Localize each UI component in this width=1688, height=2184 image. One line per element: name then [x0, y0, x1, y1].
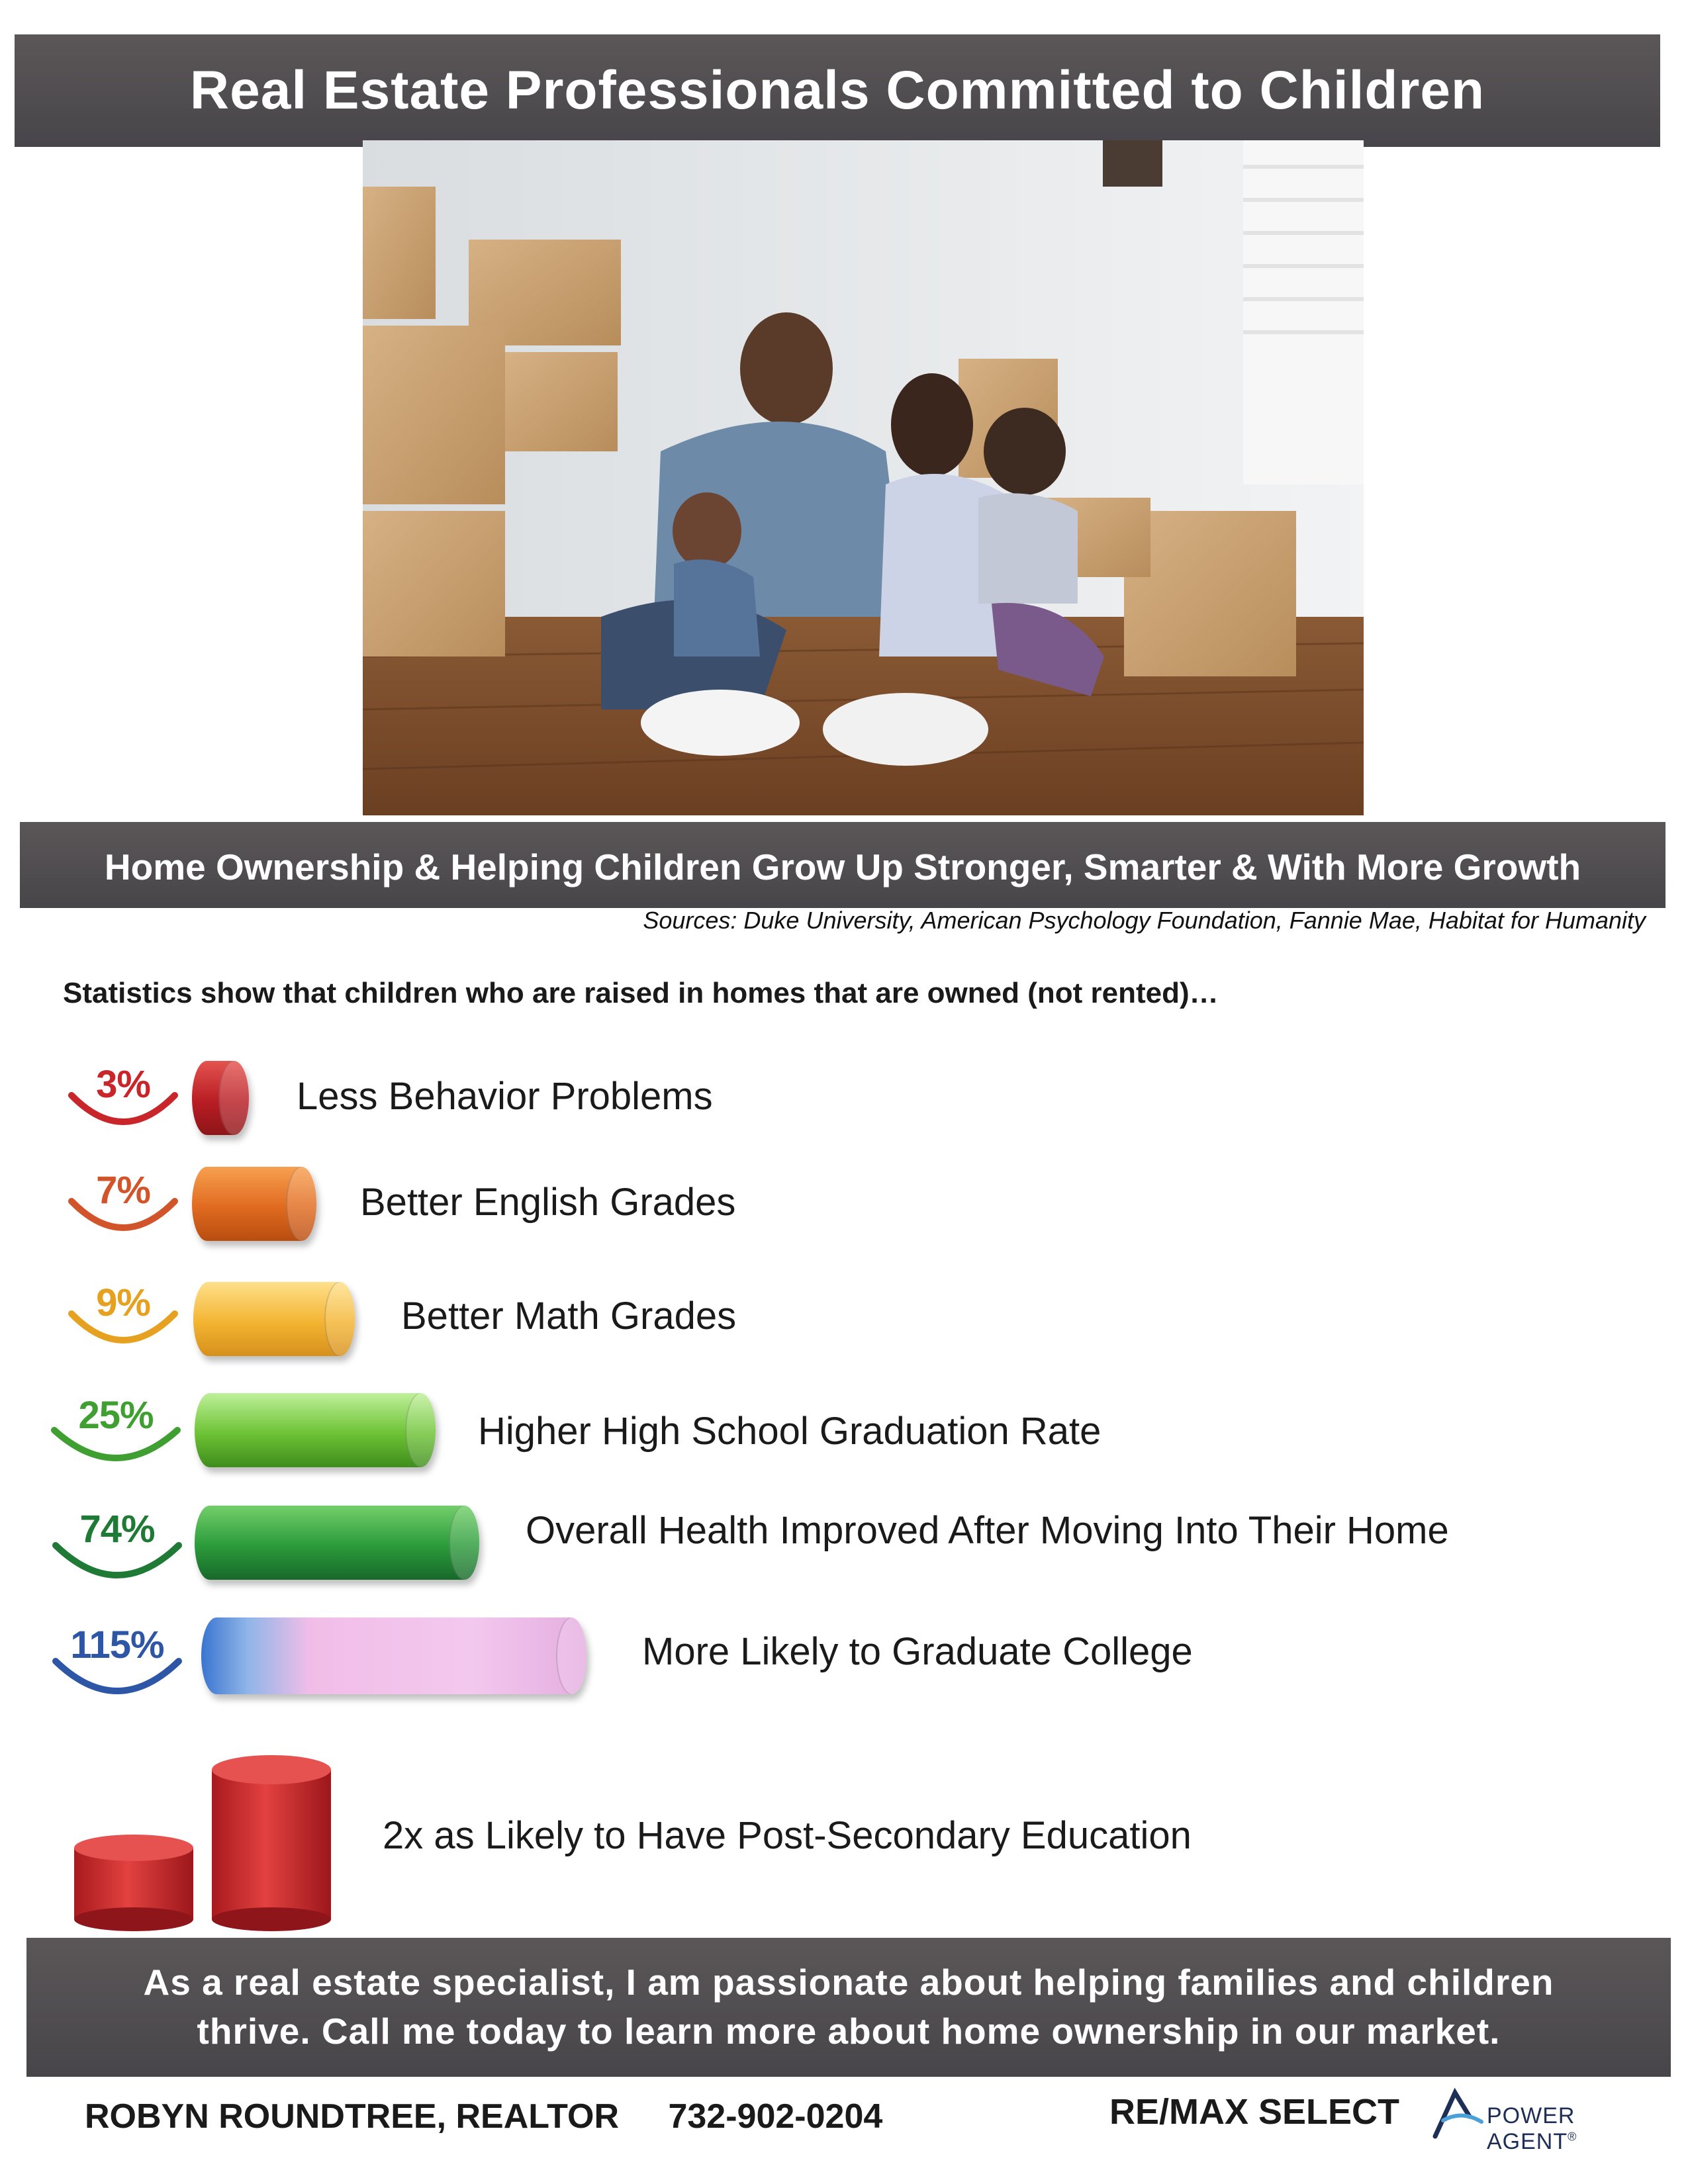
stat-bar	[195, 1506, 479, 1580]
stat-label: Less Behavior Problems	[297, 1075, 713, 1118]
percent-badge	[48, 1615, 180, 1701]
stat-bar	[195, 1393, 436, 1467]
percent-badge	[48, 1499, 180, 1585]
subheader-title: Home Ownership & Helping Children Grow Up Stronger, Smarter & With More Growth	[104, 846, 1581, 887]
stat-bar	[201, 1617, 586, 1694]
family-photo	[363, 140, 1364, 815]
intro-text: Statistics show that children who are raised in homes that are owned (not rented)…	[63, 977, 1219, 1009]
footer-contact	[85, 2097, 882, 2136]
stat-row	[0, 1056, 1688, 1155]
percent-value: 25%	[78, 1394, 154, 1437]
stat-bar	[192, 1167, 316, 1241]
stat-bar	[192, 1061, 249, 1135]
percent-value: 9%	[96, 1281, 150, 1324]
stat-label: Better Math Grades	[401, 1295, 737, 1338]
agent-name: ROBYN ROUNDTREE, REALTOR	[85, 2097, 619, 2136]
stat-label: Overall Health Improved After Moving Into Their Home	[526, 1509, 1449, 1552]
percent-badge	[57, 1274, 189, 1360]
subheader-banner	[20, 822, 1665, 908]
cta-line-2: thrive. Call me today to learn more about home ownership in our market.	[197, 2011, 1501, 2052]
agent-phone[interactable]: 732-902-0204	[668, 2097, 883, 2136]
power-agent-logo	[1429, 2083, 1667, 2154]
cylinder-stat-label: 2x as Likely to Have Post-Secondary Education	[383, 1814, 1192, 1857]
logo-text: POWER AGENT®	[1487, 2103, 1577, 2154]
page-title: Real Estate Professionals Committed to Children	[189, 60, 1485, 120]
family-moving-photo-icon	[363, 140, 1364, 815]
stat-bar	[193, 1282, 355, 1356]
header-banner	[15, 34, 1660, 147]
stat-row	[0, 1387, 1688, 1486]
stat-row	[0, 1274, 1688, 1373]
stat-label: Better English Grades	[360, 1181, 736, 1224]
stat-row	[0, 1615, 1688, 1714]
stat-label: More Likely to Graduate College	[642, 1630, 1193, 1673]
cta-banner	[26, 1938, 1671, 2077]
comparison-cylinders	[73, 1747, 351, 1933]
stat-row	[0, 1499, 1688, 1598]
power-agent-logo-icon	[1429, 2083, 1488, 2143]
stat-row	[0, 1161, 1688, 1261]
percent-value: 74%	[79, 1508, 155, 1551]
cta-line-1: As a real estate specialist, I am passionate about helping families and children	[143, 1962, 1554, 2003]
percent-value: 3%	[96, 1063, 150, 1106]
cylinders-icon	[73, 1747, 351, 1933]
percent-value: 115%	[70, 1623, 164, 1666]
percent-badge	[46, 1387, 179, 1473]
percent-value: 7%	[96, 1169, 150, 1212]
stat-label: Higher High School Graduation Rate	[478, 1410, 1102, 1453]
percent-badge	[57, 1161, 189, 1248]
percent-badge	[57, 1056, 189, 1142]
brokerage-name: RE/MAX SELECT	[1109, 2092, 1400, 2132]
sources-note: Sources: Duke University, American Psychology Foundation, Fannie Mae, Habitat for Humanity	[643, 907, 1646, 934]
